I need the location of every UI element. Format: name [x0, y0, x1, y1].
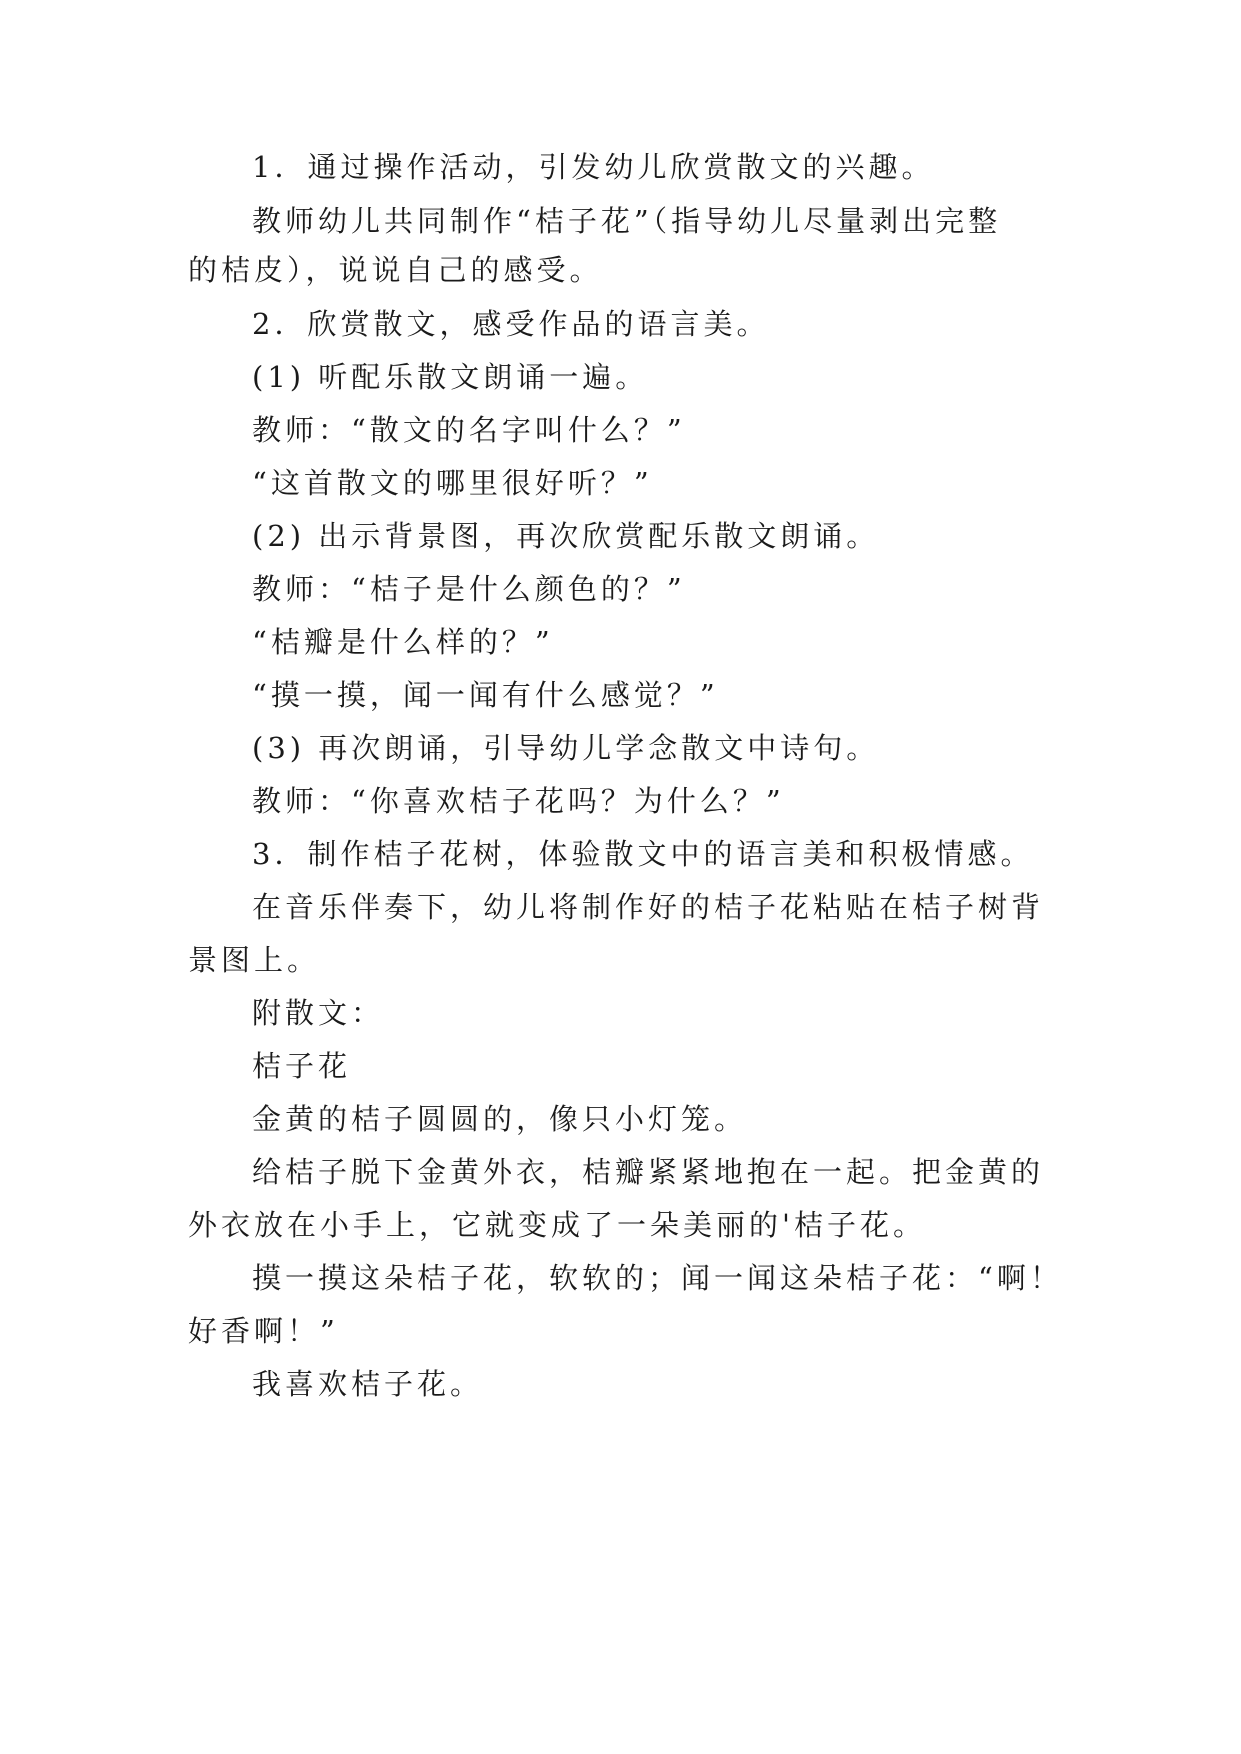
teacher-question: 教师：“桔子是什么颜色的？” [252, 572, 686, 606]
sub-step-1: (1) 听配乐散文朗诵一遍。 [252, 360, 649, 394]
appendix-label: 附散文： [252, 996, 385, 1030]
teacher-question: “这首散文的哪里很好听？” [252, 466, 653, 500]
paragraph-line: 的桔皮），说说自己的感受。 [188, 253, 603, 287]
poem-line: 给桔子脱下金黄外衣，桔瓣紧紧地抱在一起。把金黄的 [252, 1155, 1045, 1189]
sub-step-3: (3) 再次朗诵，引导幼儿学念散文中诗句。 [252, 731, 880, 765]
poem-line: 好香啊！” [188, 1314, 339, 1348]
teacher-question: 教师：“散文的名字叫什么？” [252, 413, 686, 447]
poem-line: 外衣放在小手上，它就变成了一朵美丽的'桔子花。 [188, 1208, 926, 1242]
teacher-question: 教师：“你喜欢桔子花吗？为什么？” [252, 784, 785, 818]
teacher-question: “桔瓣是什么样的？” [252, 625, 554, 659]
step-2-heading: 2．欣赏散文，感受作品的语言美。 [252, 307, 770, 341]
paragraph-line: 景图上。 [188, 943, 321, 977]
step-3-heading: 3．制作桔子花树，体验散文中的语言美和积极情感。 [252, 837, 1034, 871]
paragraph-line: 教师幼儿共同制作“桔子花”（指导幼儿尽量剥出完整 [252, 204, 1002, 238]
poem-line: 金黄的桔子圆圆的，像只小灯笼。 [252, 1102, 748, 1136]
step-1-heading: 1．通过操作活动，引发幼儿欣赏散文的兴趣。 [252, 150, 935, 184]
paragraph-line: 在音乐伴奏下，幼儿将制作好的桔子花粘贴在桔子树背 [252, 890, 1045, 924]
poem-line: 我喜欢桔子花。 [252, 1367, 484, 1401]
poem-line: 摸一摸这朵桔子花，软软的；闻一闻这朵桔子花：“啊！ [252, 1261, 1063, 1295]
sub-step-2: (2) 出示背景图，再次欣赏配乐散文朗诵。 [252, 519, 880, 553]
poem-title: 桔子花 [252, 1049, 352, 1083]
teacher-question: “摸一摸，闻一闻有什么感觉？” [252, 678, 719, 712]
